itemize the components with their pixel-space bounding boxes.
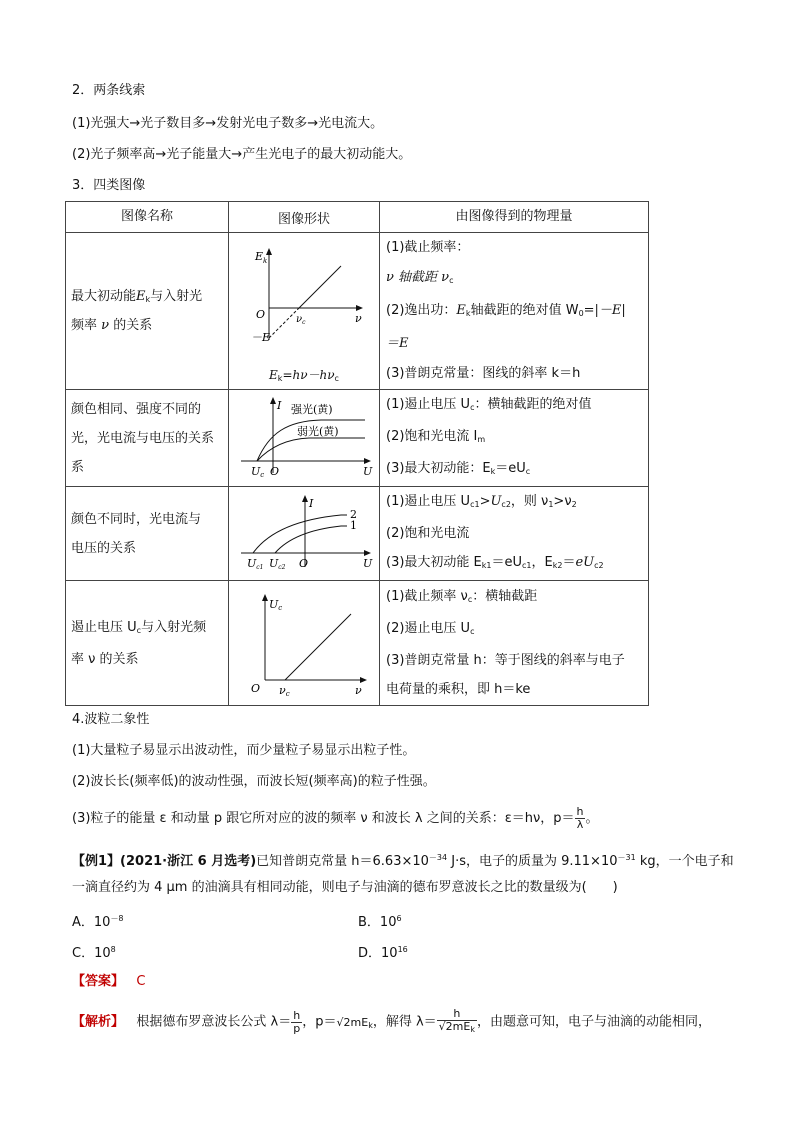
origin-label: O: [256, 307, 266, 321]
quantity-line: ν 轴截距 $\nu_c$: [386, 270, 454, 285]
quantities-cell: [380, 581, 649, 706]
curve-label: 强光(黄): [291, 403, 333, 416]
clue-1: (1)光强大→光子数目多→发射光电子数多→光电流大。: [72, 116, 384, 131]
axis-label: Uc: [251, 465, 265, 479]
graph-name-cell: [66, 487, 229, 581]
graph-name-text: 与入射光: [150, 288, 203, 304]
quantity-line: (1)截止频率：: [386, 240, 470, 255]
clue-2: (2)光子频率高→光子能量大→产生光电子的最大初动能大。: [72, 147, 412, 162]
answer-line: [72, 973, 146, 991]
table-row: [66, 390, 649, 487]
graph-name-text: 遏止电压 $U_c$与入射光频: [71, 619, 207, 635]
quantities-cell: [380, 233, 649, 390]
graph-shape-cell: [229, 233, 380, 390]
axis-label: Uc1: [247, 556, 264, 571]
graph-name-text: 光，光电流与电压的关系: [71, 430, 215, 446]
wave-paragraph-1: (1)大量粒子易显示出波动性，而少量粒子易显示出粒子性。: [72, 743, 416, 758]
example-question-line-2: 一滴直径约为 4 μm 的油滴具有相同动能，则电子与油滴的德布罗意波长之比的数量级为( ): [72, 880, 618, 895]
cutoff-label: νc: [279, 683, 290, 698]
quantity-line: (1)遏止电压 $U_{c1}>U_{c2}$，则 $\nu_1>\nu_2$: [386, 494, 577, 509]
axis-label: ν: [355, 683, 362, 697]
table-header: 图像形状: [229, 202, 380, 233]
axis-label: Uc2: [269, 556, 286, 571]
quantities-cell: [380, 390, 649, 487]
curve-label: 2: [350, 507, 357, 521]
analysis-tag: 【解析】: [72, 1014, 125, 1030]
quantity-line: (2)饱和光电流: [386, 526, 470, 541]
quantity-line: (3)最大初动能 $E_{k1}=eU_{c1}$，$E_{k2}=eU_{c2}$: [386, 555, 604, 570]
graph-name-text: 最大初动能: [71, 288, 137, 304]
table-header-row: [66, 202, 649, 233]
root-expression: $√2mE_k$: [336, 1015, 373, 1030]
cutoff-label: $\nu_c$: [296, 313, 306, 326]
table-row: [66, 487, 649, 581]
quantity-line: (1)截止频率 $\nu_c$：横轴截距: [386, 589, 538, 604]
graph-name-cell: 最大初动能$E_k$与入射光 频率 ν 的关系: [66, 233, 229, 390]
wave-paragraph-3: (3)粒子的能量 ε 和动量 p 跟它所对应的波的频率 ν 和波长 λ 之间的关系：ε＝hν，p＝ $\frac{h}{\lambda}$ 。: [72, 805, 599, 831]
example-question: 【例1】(2021·浙江 6 月选考)已知普朗克常量 $h=6.63\times 10^{-34}$ J·s，电子的质量为 $9.11\times 10^{-31}$ kg，一个电子和: [72, 853, 734, 869]
quantity-line: (2)饱和光电流 $I_m$: [386, 429, 486, 444]
origin-label: O: [251, 681, 261, 695]
origin-label: O: [299, 556, 309, 570]
option-c[interactable]: C．$10^8$: [72, 945, 116, 961]
quantity-line: (3)普朗克常量：图线的斜率 k＝h: [386, 366, 581, 381]
analysis-line: 【解析】 根据德布罗意波长公式 λ＝ $\frac{h}{p}$ ，$p=√2mE_k$，解得 λ＝ $\frac{h}{√2mE_k}$ ，由题意可知，电子与油滴的动能相同，: [72, 1007, 711, 1035]
graph-name-text: 系: [71, 459, 85, 475]
section-four-graphs-title: 3．四类图像: [72, 178, 146, 193]
fraction-h-over-lambda: $\frac{h}{\lambda}$: [576, 805, 584, 831]
section-two-clues-title: 2．两条线索: [72, 83, 146, 98]
option-a[interactable]: A．$10^{-8}$: [72, 914, 124, 930]
quantity-line: (1)遏止电压 $U_c$：横轴截距的绝对值: [386, 397, 592, 412]
answer-tag: 【答案】: [72, 974, 125, 989]
graph-name-text: 颜色不同时，光电流与: [71, 511, 202, 527]
axis-label: $E_k$: [255, 249, 268, 265]
graph-name-text: 颜色相同、强度不同的: [71, 401, 202, 417]
quantities-cell: [380, 487, 649, 581]
curve-label: 1: [350, 518, 357, 532]
wave-paragraph-2: (2)波长长(频率低)的波动性强，而波长短(频率高)的粒子性强。: [72, 774, 436, 789]
option-d[interactable]: D．$10^{16}$: [358, 945, 408, 961]
axis-label: U: [363, 556, 373, 570]
quantity-line: (2)遏止电压 $U_c$: [386, 621, 475, 636]
fraction-h-over-root: $\frac{h}{√2mE_k}$: [438, 1007, 475, 1034]
curve-label: 弱光(黄): [297, 425, 339, 438]
graph-name-cell: [66, 390, 229, 487]
table-header: 图像名称: [66, 202, 229, 233]
option-b[interactable]: B．$10^6$: [358, 914, 402, 930]
graph-shape-cell: [229, 487, 380, 581]
table-row: [66, 581, 649, 706]
stopping-voltage-vs-frequency-graph: [229, 584, 379, 699]
graph-name-text: 频率: [71, 317, 98, 333]
wave-particle-title: 4.波粒二象性: [72, 712, 150, 727]
axis-label: U: [363, 465, 373, 478]
quantity-line: (2)逸出功：$E_k$轴截距的绝对值 $W_0=|-E|$: [386, 303, 626, 318]
fraction-h-over-p: $\frac{h}{p}$: [293, 1008, 301, 1035]
graph-shape-cell: [229, 581, 380, 706]
graph-name-text: 的关系: [113, 317, 153, 333]
current-vs-voltage-intensity-graph: [229, 393, 379, 479]
axis-label: I: [277, 399, 282, 412]
quantity-line: 电荷量的乘积，即 h＝ke: [386, 682, 531, 697]
ek-vs-frequency-graph: [229, 240, 379, 360]
graph-name-text: 率 ν 的关系: [71, 651, 139, 667]
current-vs-voltage-color-graph: [229, 489, 379, 575]
intercept-label: －E: [251, 330, 271, 344]
table-header: 由图像得到的物理量: [380, 202, 649, 233]
graph-equation: $E_k=h\nu-h\nu_c$: [269, 367, 339, 383]
origin-label: O: [270, 465, 280, 478]
graph-shape-cell: [229, 390, 380, 487]
table-row: [66, 233, 649, 390]
graphs-table: [65, 201, 649, 706]
quantity-line: ＝E: [386, 336, 409, 351]
answer-value: C: [136, 974, 146, 989]
quantity-line: (3)最大初动能：$E_k=eU_c$: [386, 461, 531, 476]
graph-name-text: 电压的关系: [71, 540, 137, 556]
axis-label: I: [309, 496, 314, 510]
axis-label: Uc: [269, 597, 283, 612]
quantity-line: (3)普朗克常量 h：等于图线的斜率与电子: [386, 653, 625, 668]
graph-name-cell: [66, 581, 229, 706]
axis-label: ν: [355, 311, 362, 325]
